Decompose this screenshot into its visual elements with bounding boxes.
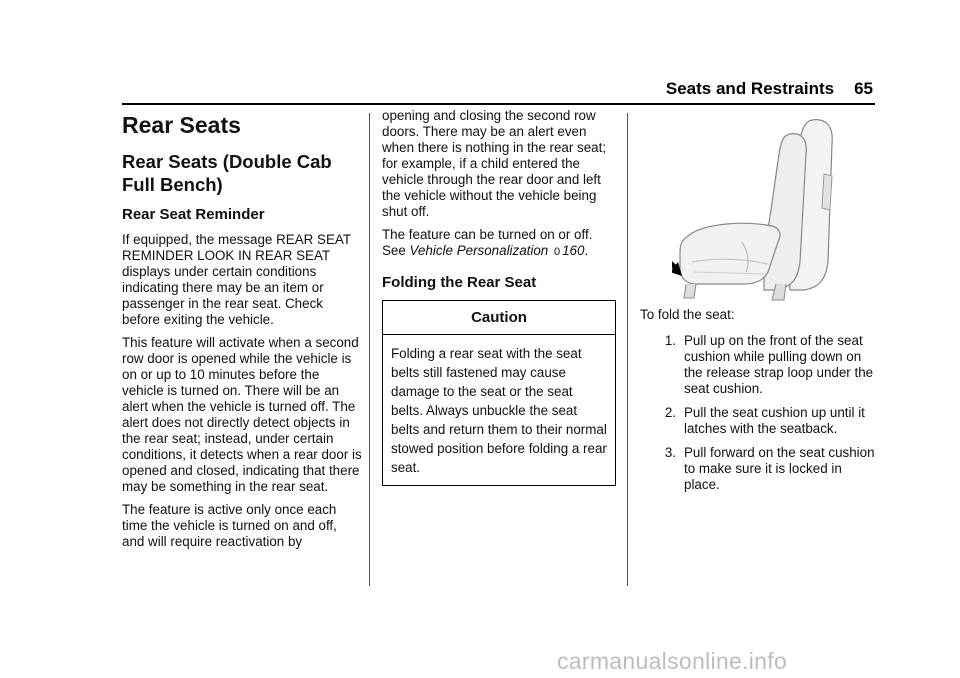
step-number: 1. [664, 333, 676, 348]
caution-text: Folding a rear seat with the seat belts still fastened may cause damage to the seat or the seat belts. Always unbuckle the seat belts and return them to their normal stowed position before folding a rear seat. [391, 346, 607, 475]
paragraph: This feature will activate when a second row door is opened while the vehicle is on or up to 10 minutes before the vehicle is turned on. There will be an alert when the vehicle is turned off. The alert does not directly detect objects in the rear seat; instead, under certain conditions, it detects when a rear door is opened and closed, indicating that there may be something in the rear seat. [122, 335, 362, 494]
column-2 [382, 108, 616, 486]
list-item [640, 333, 875, 397]
header-section-title: Seats and Restraints [665, 79, 835, 98]
list-item [640, 445, 875, 493]
page-header [666, 79, 873, 99]
subsection-title: Rear Seats (Double Cab Full Bench) [122, 151, 332, 195]
step-number: 2. [664, 405, 676, 420]
paragraph-personalization [382, 227, 616, 260]
rear-seat-illustration [672, 112, 840, 302]
step-text: Pull forward on the seat cushion to make sure it is locked in place. [684, 445, 875, 492]
column-divider-2 [627, 113, 628, 586]
caution-title: Caution [383, 301, 615, 335]
topic-heading-folding-rear-seat: Folding the Rear Seat [382, 274, 537, 291]
paragraph: opening and closing the second row doors. There may be an alert even when there is nothing in the rear seat; for example, if a child entered the vehicle through the rear door and left the vehicle without the vehicle being shut off. [382, 108, 607, 219]
caution-box [382, 300, 616, 486]
topic-heading-rear-seat-reminder: Rear Seat Reminder [122, 206, 265, 223]
step-number: 3. [664, 445, 676, 460]
page-reference-arrow-icon: 0 [553, 246, 561, 258]
paragraph: If equipped, the message REAR SEAT REMINDER LOOK IN REAR SEAT displays under certain conditions indicating there may be an item or passenger in the rear seat. Check before exiting the vehicle. [122, 232, 351, 327]
step-text: Pull the seat cushion up until it latches with the seatback. [684, 405, 865, 436]
cross-reference-link[interactable]: Vehicle Personalization [409, 243, 549, 258]
paragraph-lead: The feature can be turned on or off. See [382, 227, 593, 258]
list-item [640, 405, 875, 437]
steps-intro: To fold the seat: [640, 307, 735, 322]
watermark: carmanualsonline.info [557, 648, 788, 674]
paragraph: The feature is active only once each time the vehicle is turned on and off, and will require reactivation by [122, 502, 337, 549]
page-number: 65 [854, 79, 873, 98]
paragraph-end: . [584, 243, 589, 258]
steps-list [640, 333, 875, 501]
section-title: Rear Seats [122, 112, 241, 138]
cross-reference-page[interactable]: 160 [562, 243, 585, 258]
column-divider-1 [369, 113, 370, 586]
column-1 [122, 108, 362, 557]
step-text: Pull up on the front of the seat cushion while pulling down on the release strap loop under the seat cushion. [684, 333, 874, 396]
header-rule [122, 103, 875, 105]
